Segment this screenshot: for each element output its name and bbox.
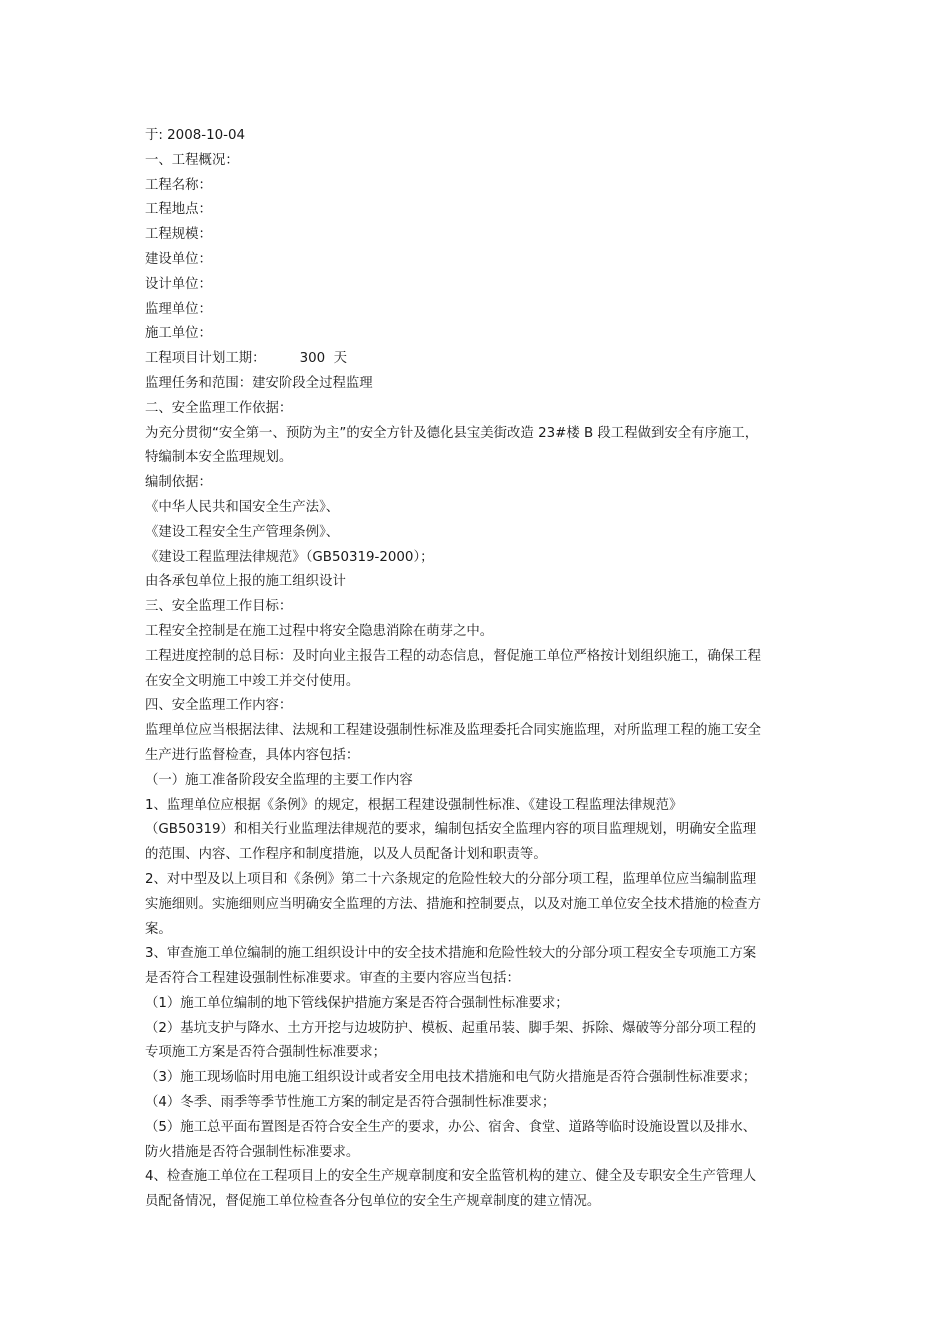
- basis-item: 《建设工程安全生产管理条例》、: [145, 524, 340, 540]
- field-supervision-unit: 监理单位：: [145, 301, 212, 317]
- paragraph-line: 3、审查施工单位编制的施工组织设计中的安全技术措施和危险性较大的分部分项工程安全专项施工方案: [145, 946, 757, 962]
- section-heading-basis: 二、安全监理工作依据：: [145, 400, 293, 416]
- paragraph-line: （GB50319）和相关行业监理法律规范的要求，编制包括安全监理内容的项目监理规划，明确安全监理: [145, 822, 757, 838]
- field-planned-duration: 工程项目计划工期： 300 天: [145, 351, 348, 367]
- field-contractor-unit: 施工单位：: [145, 326, 212, 342]
- list-item: 防火措施是否符合强制性标准要求。: [145, 1144, 360, 1160]
- paragraph-line: 工程进度控制的总目标：及时向业主报告工程的动态信息，督促施工单位严格按计划组织施工，确保工程: [145, 648, 761, 664]
- field-supervision-scope: 监理任务和范围：建安阶段全过程监理: [145, 375, 373, 391]
- paragraph-line: 实施细则。实施细则应当明确安全监理的方法、措施和控制要点，以及对施工单位安全技术措施的检查方: [145, 896, 761, 912]
- paragraph-line: 的范围、内容、工作程序和制度措施，以及人员配备计划和职责等。: [145, 847, 547, 863]
- paragraph-line: 案。: [145, 921, 172, 937]
- list-item: （1）施工单位编制的地下管线保护措施方案是否符合强制性标准要求；: [145, 995, 569, 1011]
- field-project-name: 工程名称：: [145, 177, 212, 193]
- paragraph-line: 是否符合工程建设强制性标准要求。审查的主要内容应当包括：: [145, 971, 520, 987]
- paragraph-line: 2、对中型及以上项目和《条例》第二十六条规定的危险性较大的分部分项工程，监理单位应当编制监理: [145, 871, 757, 887]
- list-item: （3）施工现场临时用电施工组织设计或者安全用电技术措施和电气防火措施是否符合强制性标准要求；: [145, 1070, 757, 1086]
- section-heading-goals: 三、安全监理工作目标：: [145, 599, 293, 615]
- paragraph-line: 生产进行监督检查，具体内容包括：: [145, 747, 360, 763]
- basis-item: 《中华人民共和国安全生产法》、: [145, 499, 340, 515]
- paragraph-line: 监理单位应当根据法律、法规和工程建设强制性标准及监理委托合同实施监理，对所监理工程的施工安全: [145, 723, 761, 739]
- date-line: 于: 2008-10-04: [145, 128, 245, 143]
- field-design-unit: 设计单位：: [145, 276, 212, 292]
- field-project-scale: 工程规模：: [145, 227, 212, 243]
- paragraph-line: 工程安全控制是在施工过程中将安全隐患消除在萌芽之中。: [145, 623, 494, 639]
- paragraph-line: 在安全文明施工中竣工并交付使用。: [145, 673, 360, 689]
- basis-item: 由各承包单位上报的施工组织设计: [145, 574, 346, 590]
- section-heading-content: 四、安全监理工作内容：: [145, 698, 293, 714]
- paragraph-line: 员配备情况，督促施工单位检查各分包单位的安全生产规章制度的建立情况。: [145, 1194, 601, 1210]
- field-construction-unit: 建设单位：: [145, 251, 212, 267]
- paragraph-line: 4、检查施工单位在工程项目上的安全生产规章制度和安全监管机构的建立、健全及专职安全生产管理人: [145, 1169, 757, 1185]
- subsection-heading: （一）施工准备阶段安全监理的主要工作内容: [145, 772, 413, 788]
- paragraph-line: 为充分贯彻“安全第一、预防为主”的安全方针及德化县宝美街改造 23#楼 B 段工程做到安全有序施工，: [145, 425, 759, 441]
- basis-label: 编制依据：: [145, 475, 212, 491]
- section-heading-overview: 一、工程概况：: [145, 152, 239, 168]
- list-item: （4）冬季、雨季等季节性施工方案的制定是否符合强制性标准要求；: [145, 1095, 556, 1111]
- basis-item: 《建设工程监理法律规范》（GB50319-2000）；: [145, 549, 434, 565]
- document-body: [145, 124, 810, 1215]
- field-project-location: 工程地点：: [145, 202, 212, 218]
- paragraph-line: 特编制本安全监理规划。: [145, 450, 293, 466]
- list-item: 专项施工方案是否符合强制性标准要求；: [145, 1045, 387, 1061]
- paragraph-line: 1、监理单位应根据《条例》的规定，根据工程建设强制性标准、《建设工程监理法律规范》: [145, 797, 683, 813]
- list-item: （2）基坑支护与降水、土方开挖与边坡防护、模板、起重吊装、脚手架、拆除、爆破等分部分项工程的: [145, 1020, 757, 1036]
- list-item: （5）施工总平面布置图是否符合安全生产的要求，办公、宿舍、食堂、道路等临时设施设置以及排水、: [145, 1119, 757, 1135]
